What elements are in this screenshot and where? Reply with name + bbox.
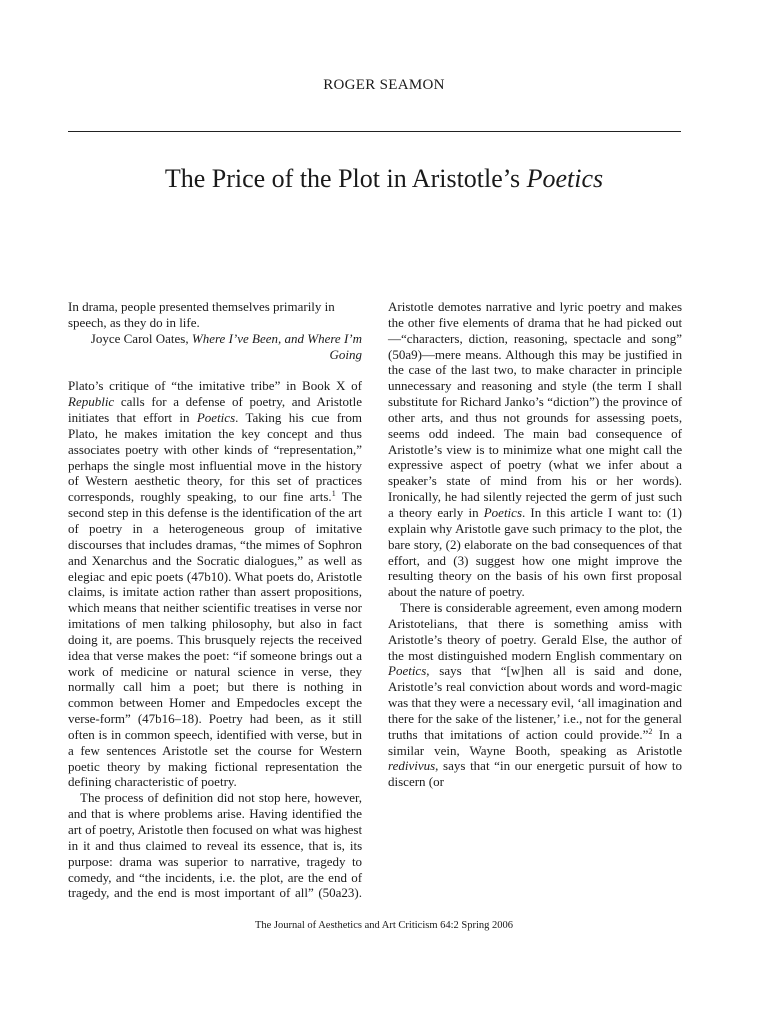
article-author: ROGER SEAMON — [323, 77, 445, 93]
epigraph — [68, 299, 362, 362]
paragraph-2-continued: Aristotle demotes narrative and lyric poetry and makes the other five elements of drama that he had picked out—“characters, diction, reasoning, spectacle and song” (50a9)—mere means. Although this may be justified in the case of the last two, to make character in principle unnecessary and reasoning and style (the term I shall substitute for Richard Janko’s “diction”) the province of other arts, and thus not grounds for assessing poets, seems odd indeed. The main bad consequence of Aristotle’s view is to minimize what one might call the expressive aspect of poetry (what we infer about a speaker’s state of mind from his or her words). Ironically, he had silently rejected the germ of just such a theory early in Poetics. In this article I want to: (1) explain why Aristotle gave such primacy to the plot, the bare story, (2) elaborate on the bad consequences of that effort, and (3) suggest how one might improve the resulting theory on the basis of his own first proposal about the nature of poetry. — [388, 299, 683, 600]
epigraph-quote: In drama, people presented themselves primarily in speech, as they do in life. — [68, 299, 335, 330]
title-main: The Price of the Plot in Aristotle’s — [164, 164, 527, 193]
footnote-ref-2[interactable]: 2 — [648, 726, 653, 736]
left-column — [68, 299, 362, 901]
paragraph-1: Plato’s critique of “the imitative tribe” in Book X of Republic calls for a defense of poetry, and Aristotle initiates that effort in Poetics. Taking his cue from Plato, he makes imitation the key concept and thus associates poetry with other kinds of “representation,” perhaps the single most influential move in the history of Western aesthetic theory, for this set of practices corresponds, roughly speaking, to our fine arts.$^1$ The second step in this defense is the identification of the art of poetry in a heterogeneous group of imitative discourses that includes dramas, “the mimes of Sophron and Xenarchus and the Socratic dialogues,” as well as elegiac and epic poets (47b10). What poets do, Aristotle claims, is imitate action rather than assert propositions, which means that neither scientific treatises in verse nor imitations of men talking philosophy, but also in fact doing it, are poems. This brusquely rejects the received idea that verse makes the poet: “if someone brings out a work of medicine or natural science in verse, they normally call him a poet; but there is nothing in common between Homer and Empedocles except the verse-form” (47b16–18). Poetry had been, as it still often is in common speech, identified with verse, but in a few sentences Aristotle set the course for Western poetic theory by making fictional representation the defining characteristic of poetry. — [68, 378, 363, 790]
title-italic: Poetics — [526, 164, 604, 193]
footnote-ref-1[interactable]: 1 — [331, 489, 336, 499]
paragraph-2: The process of definition did not stop here, however, and that is where problems arise. Having identified the art of poetry, Aristotle then focused on what was highest in it and thus claimed to reveal its essence, that is, its purpose: drama was superior to narrative, tragedy to comedy, and “the incidents, i.e. the plot, are the end of tragedy, and the end is most important of all” (50a23). — [68, 790, 363, 901]
right-column — [388, 299, 682, 790]
paragraph-3: There is considerable agreement, even among modern Aristotelians, that there is something amiss with Aristotle’s theory of poetry. Gerald Else, the author of the most distinguished modern English commentary on Poetics, says that “[w]hen all is said and done, Aristotle’s real conviction about words and word-magic was that they were a necessary evil, ‘all imagination and there for the sake of the listener,’ i.e., not for the general truths that imitations of action could provide.”$^2$ In a similar vein, Wayne Booth, speaking as Aristotle redivivus, says that “in our energetic pursuit of how to discern (or — [388, 600, 682, 790]
journal-citation: The Journal of Aesthetics and Art Criticism 64:2 Spring 2006 — [254, 920, 514, 931]
epigraph-work: Where I’ve Been, and Where I’m Going — [191, 330, 362, 362]
article-title — [0, 164, 768, 194]
header-rule — [68, 131, 681, 132]
epigraph-author: Joyce Carol Oates, — [90, 330, 192, 346]
epigraph-attribution — [68, 331, 362, 363]
